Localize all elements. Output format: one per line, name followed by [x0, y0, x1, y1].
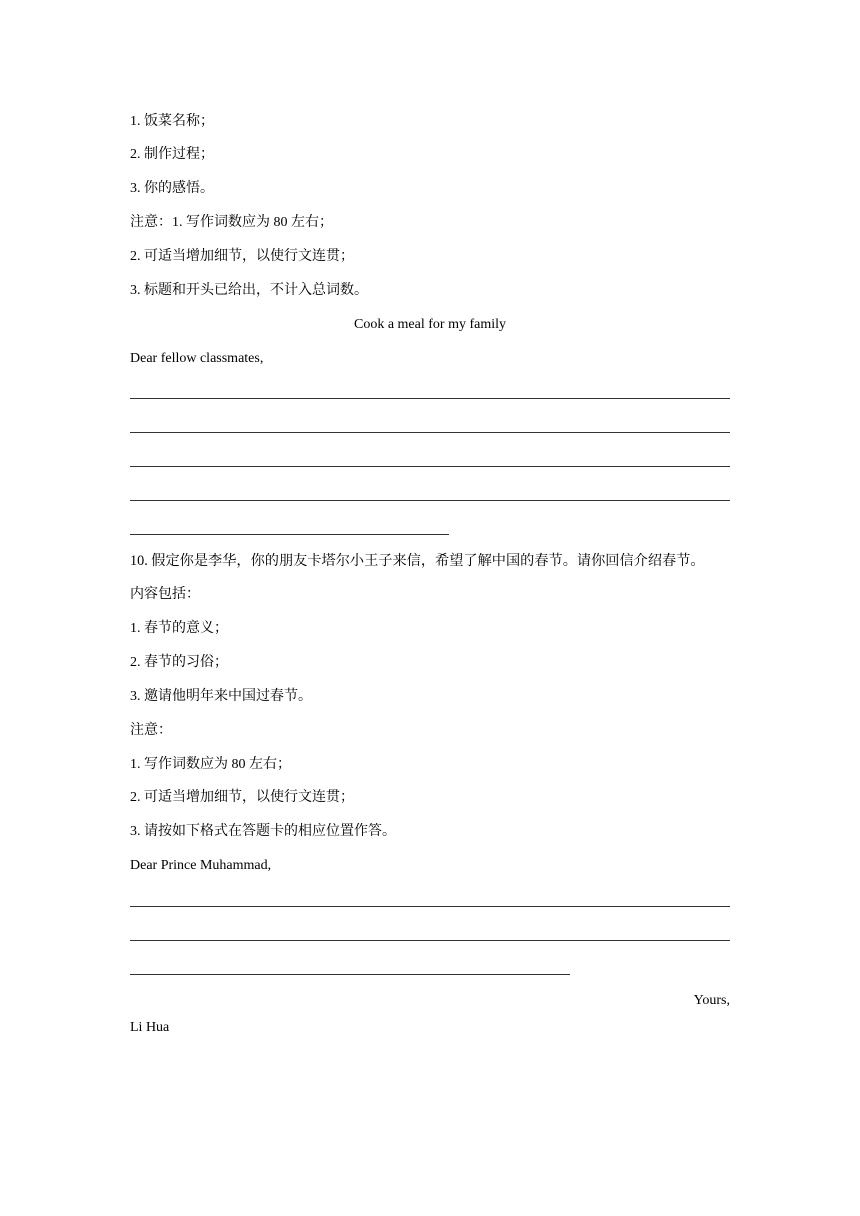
writing-line[interactable]	[130, 466, 730, 467]
task10-salutation: Dear Prince Muhammad,	[130, 858, 272, 873]
task10-item-1: 1. 春节的意义；	[130, 621, 228, 636]
task10-item-3: 3. 邀请他明年来中国过春节。	[130, 689, 312, 704]
task9-salutation: Dear fellow classmates,	[130, 351, 264, 366]
task10-content-label: 内容包括：	[130, 587, 200, 602]
task9-item-3: 3. 你的感悟。	[130, 181, 214, 196]
writing-line[interactable]	[130, 534, 449, 535]
letter-signature: Li Hua	[130, 1020, 170, 1035]
task9-note-1: 注意：1. 写作词数应为 80 左右；	[130, 215, 333, 230]
task9-item-2: 2. 制作过程；	[130, 147, 214, 162]
task10-prompt: 10. 假定你是李华，你的朋友卡塔尔小王子来信，希望了解中国的春节。请你回信介绍春节。	[130, 553, 705, 569]
task9-item-1: 1. 饭菜名称；	[130, 114, 214, 129]
task9-note-2: 2. 可适当增加细节，以使行文连贯；	[130, 249, 354, 264]
writing-line[interactable]	[130, 398, 730, 399]
task10-item-2: 2. 春节的习俗；	[130, 655, 228, 670]
essay-title: Cook a meal for my family	[353, 317, 507, 332]
writing-line[interactable]	[130, 974, 570, 975]
writing-line[interactable]	[130, 432, 730, 433]
letter-closing: Yours,	[693, 993, 730, 1008]
writing-line[interactable]	[130, 906, 730, 907]
writing-line[interactable]	[130, 500, 730, 501]
task10-note-label: 注意：	[130, 723, 172, 738]
task10-note-3: 3. 请按如下格式在答题卡的相应位置作答。	[130, 824, 396, 839]
task10-note-1: 1. 写作词数应为 80 左右；	[130, 757, 291, 772]
task9-note-3: 3. 标题和开头已给出，不计入总词数。	[130, 283, 368, 298]
writing-line[interactable]	[130, 940, 730, 941]
task10-note-2: 2. 可适当增加细节，以使行文连贯；	[130, 790, 354, 805]
